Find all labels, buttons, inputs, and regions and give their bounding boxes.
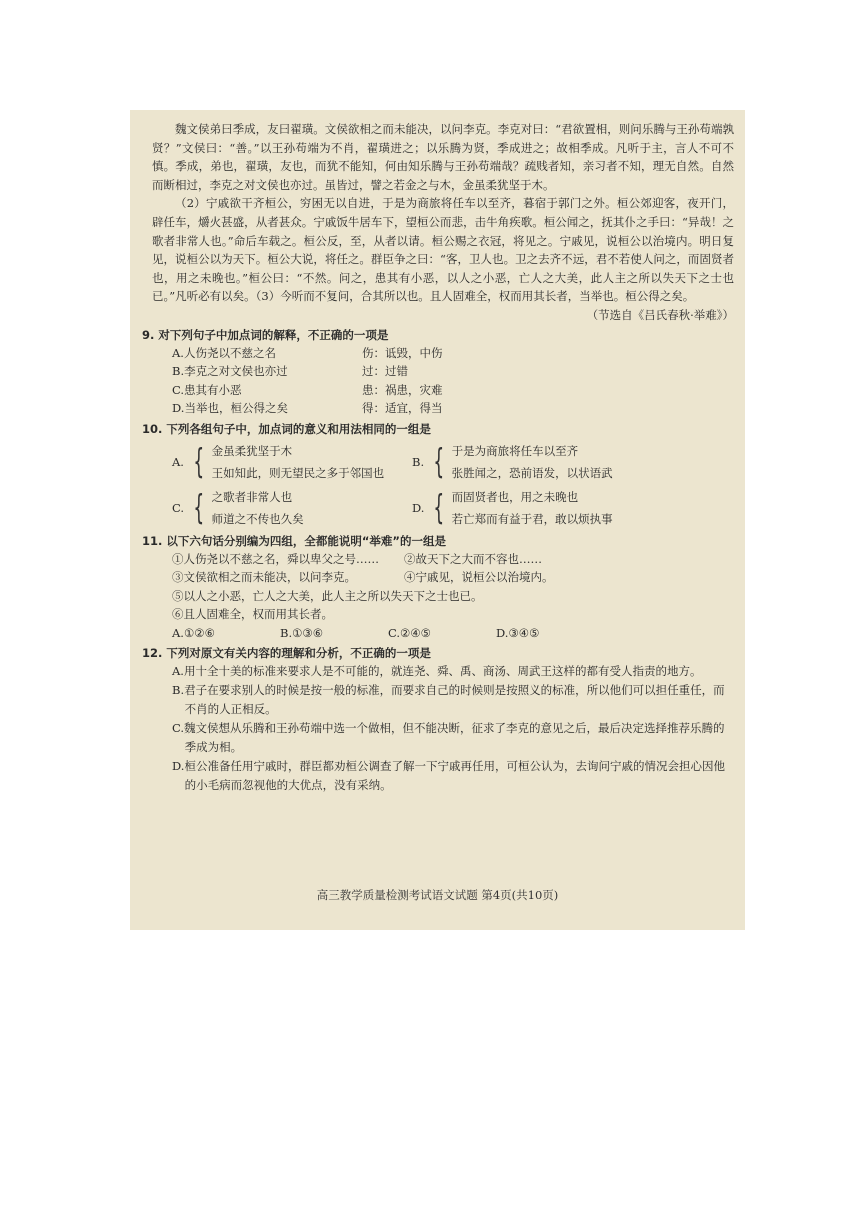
q11-row-2: ③文侯欲相之而未能决，以问李克。 ④宁戚见，说桓公以治境内。: [172, 570, 554, 585]
scanned-exam-page: [130, 110, 745, 930]
q11-answer-b: B.①③⑥: [280, 625, 324, 640]
page-content: [142, 120, 734, 795]
q12-option-a: A.用十全十美的标准来要求人是不可能的，就连尧、舜、禹、商汤、周武王这样的都有受人指责的地方。: [172, 664, 702, 679]
q10-option-c: C. { 之歌者非常人也 师道之不传也久矣: [172, 487, 304, 528]
q9-option-d: D.当举也，桓公得之矣 得：适宜，得当: [172, 401, 443, 416]
q10-option-a: A. { 金虽柔犹坚于木 王如知此，则无望民之多于邻国也: [172, 441, 385, 482]
q11-sentence-6: ⑥且人固难全，权而用其长者。: [172, 607, 333, 622]
q11-row-1: ①人伤尧以不慈之名，舜以卑父之号…… ②故天下之大而不容也……: [172, 551, 542, 566]
question-12-title: 12. 下列对原文有关内容的理解和分析，不正确的一项是: [142, 646, 431, 661]
q10-option-d: D. { 而固贤者也，用之未晚也 若亡郑而有益于君，敢以烦执事: [412, 487, 613, 528]
passage-paragraph-2: （2）宁戚欲干齐桓公，穷困无以自进，于是为商旅将任车以至齐，暮宿于郭门之外。桓公郊迎客，夜开门，辟任车，爝火甚盛，从者甚众。宁戚饭牛居车下，望桓公而悲，击牛角疾歌。桓公闻之，抚其仆之手曰：“异哉！之歌者非常人也。”命后车载之。桓公反，至，从者以请。桓公赐之衣冠，将见之。宁戚见，说桓公以治境内。明日复见，说桓公以为天下。桓公大说，将任之。群臣争之曰：“客，卫人也。卫之去齐不远，君不若使人问之，而固贤者也，用之未晚也。”桓公曰：“不然。问之，患其有小恶，以人之小恶，亡人之大美，此人主之所以失天下之士也已。”凡听必有以矣。（3）今听而不复问，合其所以也。且人固难全，权而用其长者，当举也。桓公得之矣。: [152, 196, 734, 304]
q10-option-b: B. { 于是为商旅将任车以至齐 张胜闻之，恐前语发，以状语武: [412, 441, 613, 482]
q12-option-b: B.君子在要求别人的时候是按一般的标准，而要求自己的时候则是按照义的标准，所以他们可以担任重任，而不肖的人正相反。: [172, 683, 725, 717]
passage-paragraph-1: 魏文侯弟曰季成，友曰翟璜。文侯欲相之而未能决，以问李克。李克对曰：“君欲置相，则问乐腾与王孙苟端孰贤？”文侯曰：“善。”以王孙苟端为不肖，翟璜进之；以乐腾为贤，季成进之；故相季成。凡听于主，言人不可不慎。季成，弟也，翟璜，友也，而犹不能知，何由知乐腾与王孙苟端哉？疏贱者知，亲习者不知，理无自然。自然而断相过，李克之对文侯也亦过。虽皆过，譬之若金之与木，金虽柔犹坚于木。: [152, 122, 734, 192]
q11-answers: [172, 624, 734, 643]
q11-answer-c: C.②④⑤: [388, 625, 431, 640]
q12-option-d: D.桓公准备任用宁戚时，群臣都劝桓公调查了解一下宁戚再任用，可桓公认为，去询问宁戚的情况会担心因他的小毛病而忽视他的大优点，没有采纳。: [172, 759, 725, 793]
q12-option-c: C.魏文侯想从乐腾和王孙苟端中选一个做相，但不能决断，征求了李克的意见之后，最后决定选择推荐乐腾的季成为相。: [172, 721, 725, 755]
page-footer: 高三教学质量检测考试语文试题 第4页(共10页): [316, 888, 559, 902]
q9-option-a: A.人伤尧以不慈之名 伤：诋毁，中伤: [172, 345, 443, 360]
question-10-title: 10. 下列各组句子中，加点词的意义和用法相同的一组是: [142, 421, 431, 436]
q11-sentence-5: ⑤以人之小恶，亡人之大美，此人主之所以失天下之士也已。: [172, 588, 483, 603]
q11-answer-d: D.③④⑤: [496, 625, 540, 640]
question-11-title: 11. 以下六句话分别编为四组，全都能说明“举难”的一组是: [142, 533, 446, 548]
passage-source: （节选自《吕氏春秋·举难》）: [586, 307, 734, 322]
question-9-title: 9. 对下列句子中加点词的解释，不正确的一项是: [142, 327, 389, 342]
q9-option-c: C.患其有小恶 患：祸患，灾难: [172, 382, 443, 397]
q11-answer-a: A.①②⑥: [172, 625, 215, 640]
q9-option-b: B.李克之对文侯也亦过 过：过错: [172, 364, 408, 379]
q10-row-cd: [172, 486, 734, 530]
q10-row-ab: [172, 440, 734, 484]
